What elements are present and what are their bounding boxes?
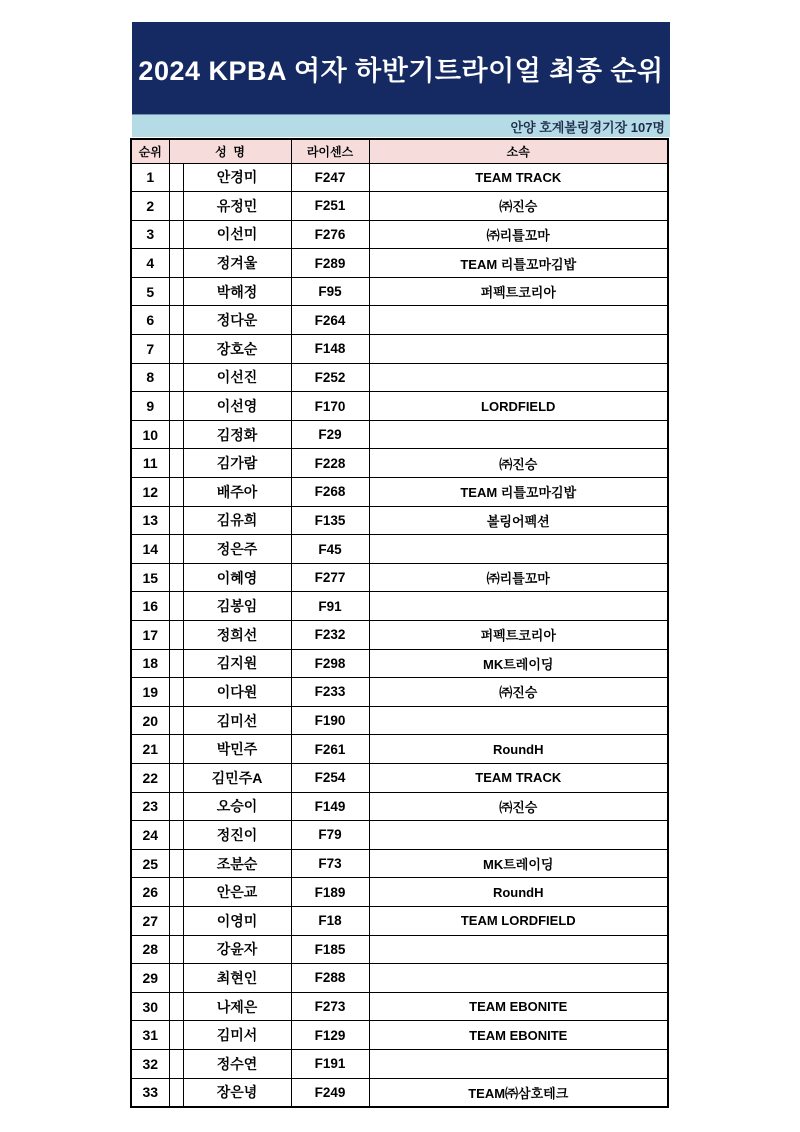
table-row: [131, 1078, 668, 1107]
license-cell: F233: [291, 678, 369, 707]
name-cell: 김미서: [183, 1021, 291, 1050]
name-cell: 유정민: [183, 192, 291, 221]
rank-cell: 30: [131, 992, 169, 1021]
table-row: [131, 621, 668, 650]
license-cell: F249: [291, 1078, 369, 1107]
venue-note: 안양 호계볼링경기장 107명: [510, 119, 665, 135]
name-cell: 정다운: [183, 306, 291, 335]
table-row: [131, 563, 668, 592]
table-row: [131, 792, 668, 821]
table-row: [131, 392, 668, 421]
affiliation-cell: ㈜리틀꼬마: [369, 220, 668, 249]
name-cell: 이선영: [183, 392, 291, 421]
license-cell: F45: [291, 535, 369, 564]
license-cell: F170: [291, 392, 369, 421]
license-cell: F190: [291, 706, 369, 735]
license-cell: F191: [291, 1049, 369, 1078]
name-cell: 정희선: [183, 621, 291, 650]
header-license: 라이센스: [291, 139, 369, 163]
spacer-cell: [169, 506, 183, 535]
table-row: [131, 735, 668, 764]
name-cell: 안경미: [183, 163, 291, 192]
spacer-cell: [169, 1049, 183, 1078]
rank-cell: 14: [131, 535, 169, 564]
table-row: [131, 449, 668, 478]
table-row: [131, 849, 668, 878]
rank-cell: 24: [131, 821, 169, 850]
table-row: [131, 964, 668, 993]
spacer-cell: [169, 906, 183, 935]
table-row: [131, 478, 668, 507]
spacer-cell: [169, 335, 183, 364]
name-cell: 박민주: [183, 735, 291, 764]
header-rank: 순위: [131, 139, 169, 163]
rank-cell: 23: [131, 792, 169, 821]
license-cell: F277: [291, 563, 369, 592]
name-cell: 이선미: [183, 220, 291, 249]
affiliation-cell: [369, 592, 668, 621]
license-cell: F29: [291, 420, 369, 449]
rank-cell: 22: [131, 763, 169, 792]
table-row: [131, 306, 668, 335]
license-cell: F135: [291, 506, 369, 535]
license-cell: F148: [291, 335, 369, 364]
license-cell: F185: [291, 935, 369, 964]
spacer-cell: [169, 163, 183, 192]
spacer-cell: [169, 392, 183, 421]
rank-cell: 29: [131, 964, 169, 993]
table-row: [131, 1049, 668, 1078]
table-row: [131, 592, 668, 621]
rank-cell: 28: [131, 935, 169, 964]
license-cell: F232: [291, 621, 369, 650]
ranking-table: [130, 138, 669, 1108]
table-row: [131, 277, 668, 306]
spacer-cell: [169, 706, 183, 735]
affiliation-cell: 볼링어펙션: [369, 506, 668, 535]
spacer-cell: [169, 192, 183, 221]
rank-cell: 10: [131, 420, 169, 449]
name-cell: 김민주A: [183, 763, 291, 792]
spacer-cell: [169, 249, 183, 278]
spacer-cell: [169, 621, 183, 650]
rank-cell: 1: [131, 163, 169, 192]
spacer-cell: [169, 1078, 183, 1107]
spacer-cell: [169, 992, 183, 1021]
table-row: [131, 506, 668, 535]
rank-cell: 33: [131, 1078, 169, 1107]
name-cell: 이선진: [183, 363, 291, 392]
rank-cell: 31: [131, 1021, 169, 1050]
affiliation-cell: [369, 1049, 668, 1078]
license-cell: F247: [291, 163, 369, 192]
rank-cell: 4: [131, 249, 169, 278]
rank-cell: 32: [131, 1049, 169, 1078]
spacer-cell: [169, 1021, 183, 1050]
name-cell: 이영미: [183, 906, 291, 935]
affiliation-cell: TEAM 리틀꼬마김밥: [369, 478, 668, 507]
spacer-cell: [169, 735, 183, 764]
table-row: [131, 220, 668, 249]
affiliation-cell: [369, 420, 668, 449]
rank-cell: 13: [131, 506, 169, 535]
rank-cell: 21: [131, 735, 169, 764]
table-row: [131, 192, 668, 221]
affiliation-cell: ㈜리틀꼬마: [369, 563, 668, 592]
name-cell: 김봉임: [183, 592, 291, 621]
affiliation-cell: [369, 821, 668, 850]
license-cell: F268: [291, 478, 369, 507]
rank-cell: 15: [131, 563, 169, 592]
license-cell: F228: [291, 449, 369, 478]
spacer-cell: [169, 535, 183, 564]
affiliation-cell: RoundH: [369, 878, 668, 907]
name-cell: 김유희: [183, 506, 291, 535]
title-banner: [132, 22, 670, 114]
affiliation-cell: [369, 935, 668, 964]
name-cell: 정수연: [183, 1049, 291, 1078]
table-row: [131, 821, 668, 850]
affiliation-cell: RoundH: [369, 735, 668, 764]
rank-cell: 25: [131, 849, 169, 878]
rank-cell: 16: [131, 592, 169, 621]
affiliation-cell: MK트레이딩: [369, 849, 668, 878]
affiliation-cell: ㈜진승: [369, 192, 668, 221]
name-cell: 강윤자: [183, 935, 291, 964]
rank-cell: 26: [131, 878, 169, 907]
name-cell: 김미선: [183, 706, 291, 735]
rank-cell: 17: [131, 621, 169, 650]
affiliation-cell: TEAM TRACK: [369, 163, 668, 192]
name-cell: 장호순: [183, 335, 291, 364]
license-cell: F129: [291, 1021, 369, 1050]
rank-cell: 7: [131, 335, 169, 364]
spacer-cell: [169, 649, 183, 678]
name-cell: 조분순: [183, 849, 291, 878]
spacer-cell: [169, 220, 183, 249]
license-cell: F276: [291, 220, 369, 249]
license-cell: F252: [291, 363, 369, 392]
table-row: [131, 906, 668, 935]
name-cell: 정은주: [183, 535, 291, 564]
rank-cell: 9: [131, 392, 169, 421]
table-row: [131, 163, 668, 192]
affiliation-cell: 퍼펙트코리아: [369, 621, 668, 650]
name-cell: 장은녕: [183, 1078, 291, 1107]
table-row: [131, 763, 668, 792]
affiliation-cell: [369, 964, 668, 993]
table-row: [131, 335, 668, 364]
name-cell: 김지원: [183, 649, 291, 678]
affiliation-cell: TEAM㈜삼호테크: [369, 1078, 668, 1107]
affiliation-cell: [369, 335, 668, 364]
table-row: [131, 878, 668, 907]
name-cell: 안은교: [183, 878, 291, 907]
rank-cell: 19: [131, 678, 169, 707]
affiliation-cell: [369, 706, 668, 735]
header-affiliation: 소속: [369, 139, 668, 163]
license-cell: F73: [291, 849, 369, 878]
license-cell: F18: [291, 906, 369, 935]
rank-cell: 8: [131, 363, 169, 392]
affiliation-cell: TEAM LORDFIELD: [369, 906, 668, 935]
affiliation-cell: TEAM TRACK: [369, 763, 668, 792]
name-cell: 박해정: [183, 277, 291, 306]
spacer-cell: [169, 363, 183, 392]
affiliation-cell: ㈜진승: [369, 792, 668, 821]
spacer-cell: [169, 592, 183, 621]
license-cell: F289: [291, 249, 369, 278]
spacer-cell: [169, 935, 183, 964]
table-header-row: [131, 139, 668, 163]
affiliation-cell: [369, 363, 668, 392]
license-cell: F91: [291, 592, 369, 621]
license-cell: F254: [291, 763, 369, 792]
table-row: [131, 249, 668, 278]
name-cell: 김정화: [183, 420, 291, 449]
license-cell: F288: [291, 964, 369, 993]
rank-cell: 5: [131, 277, 169, 306]
affiliation-cell: TEAM EBONITE: [369, 1021, 668, 1050]
spacer-cell: [169, 563, 183, 592]
table-row: [131, 420, 668, 449]
table-row: [131, 706, 668, 735]
name-cell: 이다원: [183, 678, 291, 707]
spacer-cell: [169, 849, 183, 878]
name-cell: 이혜영: [183, 563, 291, 592]
spacer-cell: [169, 964, 183, 993]
spacer-cell: [169, 878, 183, 907]
license-cell: F95: [291, 277, 369, 306]
affiliation-cell: LORDFIELD: [369, 392, 668, 421]
table-row: [131, 535, 668, 564]
spacer-cell: [169, 449, 183, 478]
license-cell: F149: [291, 792, 369, 821]
license-cell: F273: [291, 992, 369, 1021]
spacer-cell: [169, 306, 183, 335]
spacer-cell: [169, 821, 183, 850]
affiliation-cell: [369, 306, 668, 335]
name-cell: 정겨울: [183, 249, 291, 278]
affiliation-cell: [369, 535, 668, 564]
affiliation-cell: ㈜진승: [369, 449, 668, 478]
affiliation-cell: 퍼펙트코리아: [369, 277, 668, 306]
name-cell: 최현인: [183, 964, 291, 993]
license-cell: F251: [291, 192, 369, 221]
affiliation-cell: TEAM 리틀꼬마김밥: [369, 249, 668, 278]
venue-bar: [132, 114, 670, 137]
license-cell: F298: [291, 649, 369, 678]
table-row: [131, 935, 668, 964]
affiliation-cell: MK트레이딩: [369, 649, 668, 678]
spacer-cell: [169, 478, 183, 507]
name-cell: 배주아: [183, 478, 291, 507]
license-cell: F261: [291, 735, 369, 764]
table-row: [131, 992, 668, 1021]
spacer-cell: [169, 277, 183, 306]
rank-cell: 2: [131, 192, 169, 221]
license-cell: F189: [291, 878, 369, 907]
table-row: [131, 1021, 668, 1050]
spacer-cell: [169, 420, 183, 449]
table-row: [131, 363, 668, 392]
spacer-cell: [169, 763, 183, 792]
rank-cell: 18: [131, 649, 169, 678]
rank-cell: 12: [131, 478, 169, 507]
table-row: [131, 649, 668, 678]
rank-cell: 3: [131, 220, 169, 249]
table-row: [131, 678, 668, 707]
rank-cell: 27: [131, 906, 169, 935]
rank-cell: 6: [131, 306, 169, 335]
spacer-cell: [169, 792, 183, 821]
name-cell: 나제은: [183, 992, 291, 1021]
page-title: 2024 KPBA 여자 하반기트라이얼 최종 순위: [138, 55, 664, 86]
name-cell: 김가람: [183, 449, 291, 478]
rank-cell: 11: [131, 449, 169, 478]
rank-cell: 20: [131, 706, 169, 735]
affiliation-cell: ㈜진승: [369, 678, 668, 707]
name-cell: 오승이: [183, 792, 291, 821]
license-cell: F79: [291, 821, 369, 850]
spacer-cell: [169, 678, 183, 707]
license-cell: F264: [291, 306, 369, 335]
affiliation-cell: TEAM EBONITE: [369, 992, 668, 1021]
name-cell: 정진이: [183, 821, 291, 850]
header-name: 성 명: [169, 139, 291, 163]
